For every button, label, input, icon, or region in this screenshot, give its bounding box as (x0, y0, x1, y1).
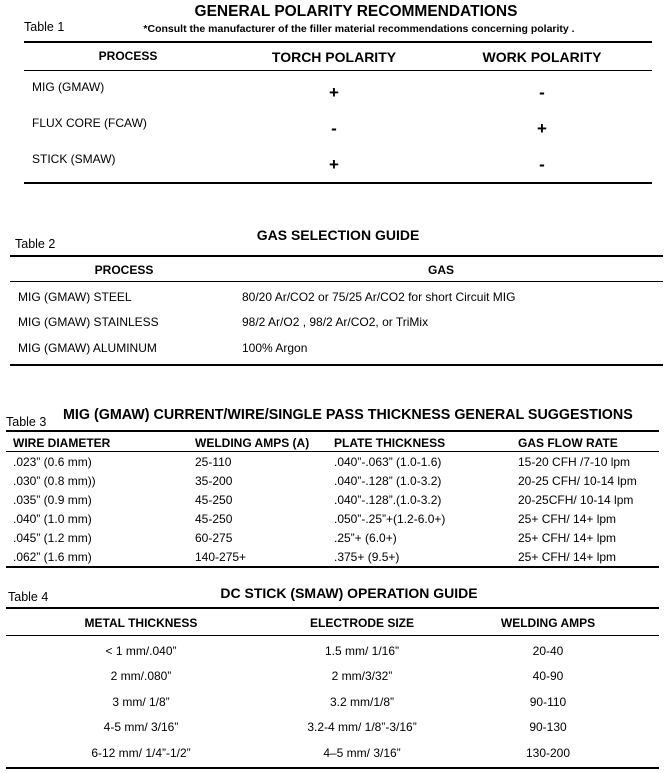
table-row-wire-diameter: .045” (1.2 mm) (13, 531, 92, 545)
table-row-wire-diameter: .062” (1.6 mm) (13, 550, 92, 564)
table-2-header-gas: GAS (427, 263, 455, 277)
table-4-header-metal-thickness: METAL THICKNESS (84, 616, 198, 630)
table-row-welding-amps: 130-200 (525, 746, 571, 760)
table-row-welding-amps: 45-250 (195, 493, 233, 507)
table-row-gas: 98/2 Ar/O2 , 98/2 Ar/CO2, or TriMix (242, 315, 429, 329)
table-row-wire-diameter: .035” (0.9 mm) (13, 493, 92, 507)
table-row-welding-amps: 90-130 (529, 720, 567, 734)
work-polarity-value: + (537, 119, 547, 138)
divider (10, 364, 663, 366)
table-row-process: MIG (GMAW) STEEL (18, 290, 132, 304)
work-polarity-value: - (539, 83, 545, 102)
table-row-plate-thickness: .040”-.128” (1.0-3.2) (334, 474, 442, 488)
table-row-plate-thickness: .040”-.063” (1.0-1.6) (334, 455, 442, 469)
torch-polarity-value: + (329, 155, 339, 174)
table-row-gas-flow-rate: 20-25 CFH/ 10-14 lpm (518, 474, 637, 488)
table-1-header-work-polarity: WORK POLARITY (482, 49, 602, 65)
table-row-welding-amps: 25-110 (195, 455, 232, 469)
table-4-header-electrode-size: ELECTRODE SIZE (309, 616, 415, 630)
table-row-gas-flow-rate: 15-20 CFH /7-10 lpm (518, 455, 631, 469)
table-row-wire-diameter: .030” (0.8 mm)) (13, 474, 96, 488)
table-2-header-process: PROCESS (94, 263, 154, 277)
table-row-welding-amps: 35-200 (195, 474, 233, 488)
divider (6, 635, 659, 636)
table-2-title: GAS SELECTION GUIDE (256, 227, 420, 243)
table-4-title: DC STICK (SMAW) OPERATION GUIDE (220, 585, 478, 601)
table-3-header-wire-diameter: WIRE DIAMETER (13, 436, 111, 450)
table-row-gas: 100% Argon (242, 341, 308, 355)
divider (24, 70, 652, 71)
table-3-header-welding-amps: WELDING AMPS (A) (195, 436, 310, 450)
table-1-title: GENERAL POLARITY RECOMMENDATIONS (194, 3, 518, 20)
table-2-label: Table 2 (15, 237, 56, 251)
table-row-process: MIG (GMAW) STAINLESS (18, 315, 159, 329)
table-3-title: MIG (GMAW) CURRENT/WIRE/SINGLE PASS THICKNESS GENERAL SUGGESTIONS (63, 407, 633, 423)
table-row-metal-thickness: < 1 mm/.040” (105, 644, 177, 658)
table-4-label: Table 4 (8, 590, 49, 604)
table-row-electrode-size: 2 mm/3/32” (331, 669, 393, 683)
table-row-wire-diameter: .023” (0.6 mm) (13, 455, 92, 469)
table-3-header-gas-flow-rate: GAS FLOW RATE (518, 436, 618, 450)
divider (24, 182, 652, 184)
table-row-plate-thickness: .050”-.25”+(1.2-6.0+) (334, 512, 446, 526)
table-row-gas-flow-rate: 25+ CFH/ 14+ lpm (518, 550, 617, 564)
divider (6, 430, 659, 432)
divider (6, 767, 659, 769)
table-row-plate-thickness: .375+ (9.5+) (334, 550, 400, 564)
divider (10, 255, 663, 257)
table-row-gas-flow-rate: 25+ CFH/ 14+ lpm (518, 512, 617, 526)
table-row-welding-amps: 20-40 (532, 644, 564, 658)
table-1-note: *Consult the manufacturer of the filler material recommendations concerning polarity . (143, 23, 575, 35)
divider (10, 281, 663, 282)
table-3-label: Table 3 (6, 415, 47, 429)
table-row-gas: 80/20 Ar/CO2 or 75/25 Ar/CO2 for short Circuit MIG (242, 290, 516, 304)
table-row-gas-flow-rate: 25+ CFH/ 14+ lpm (518, 531, 617, 545)
table-row-process: MIG (GMAW) (32, 80, 105, 94)
divider (6, 607, 659, 609)
divider (24, 41, 652, 43)
table-row-metal-thickness: 3 mm/ 1/8” (112, 695, 170, 709)
divider (6, 451, 659, 452)
table-row-welding-amps: 140-275+ (195, 550, 247, 564)
table-1-header-process: PROCESS (98, 49, 158, 63)
table-row-welding-amps: 60-275 (195, 531, 233, 545)
work-polarity-value: - (539, 155, 545, 174)
table-row-metal-thickness: 2 mm/.080” (110, 669, 172, 683)
table-row-electrode-size: 3.2 mm/1/8” (329, 695, 395, 709)
table-row-gas-flow-rate: 20-25CFH/ 10-14 lpm (518, 493, 634, 507)
table-3-header-plate-thickness: PLATE THICKNESS (334, 436, 446, 450)
table-row-welding-amps: 45-250 (195, 512, 233, 526)
table-row-plate-thickness: .25”+ (6.0+) (334, 531, 397, 545)
table-row-process: FLUX CORE (FCAW) (32, 116, 147, 130)
table-1-label: Table 1 (24, 20, 65, 34)
torch-polarity-value: + (329, 83, 339, 102)
table-row-welding-amps: 40-90 (532, 669, 564, 683)
table-4-header-welding-amps: WELDING AMPS (500, 616, 596, 630)
table-row-electrode-size: 4–5 mm/ 3/16” (323, 746, 401, 760)
table-row-metal-thickness: 6-12 mm/ 1/4”-1/2” (91, 746, 191, 760)
table-row-process: STICK (SMAW) (32, 152, 116, 166)
torch-polarity-value: - (331, 119, 337, 138)
table-row-plate-thickness: .040”-.128”.(1.0-3.2) (334, 493, 442, 507)
table-row-wire-diameter: .040” (1.0 mm) (13, 512, 92, 526)
table-row-process: MIG (GMAW) ALUMINUM (18, 341, 157, 355)
table-1-header-torch-polarity: TORCH POLARITY (271, 49, 397, 65)
table-row-metal-thickness: 4-5 mm/ 3/16” (103, 720, 179, 734)
table-row-electrode-size: 1.5 mm/ 1/16” (324, 644, 400, 658)
table-row-welding-amps: 90-110 (529, 695, 567, 709)
table-row-electrode-size: 3.2-4 mm/ 1/8”-3/16” (307, 720, 417, 734)
divider (6, 566, 659, 568)
